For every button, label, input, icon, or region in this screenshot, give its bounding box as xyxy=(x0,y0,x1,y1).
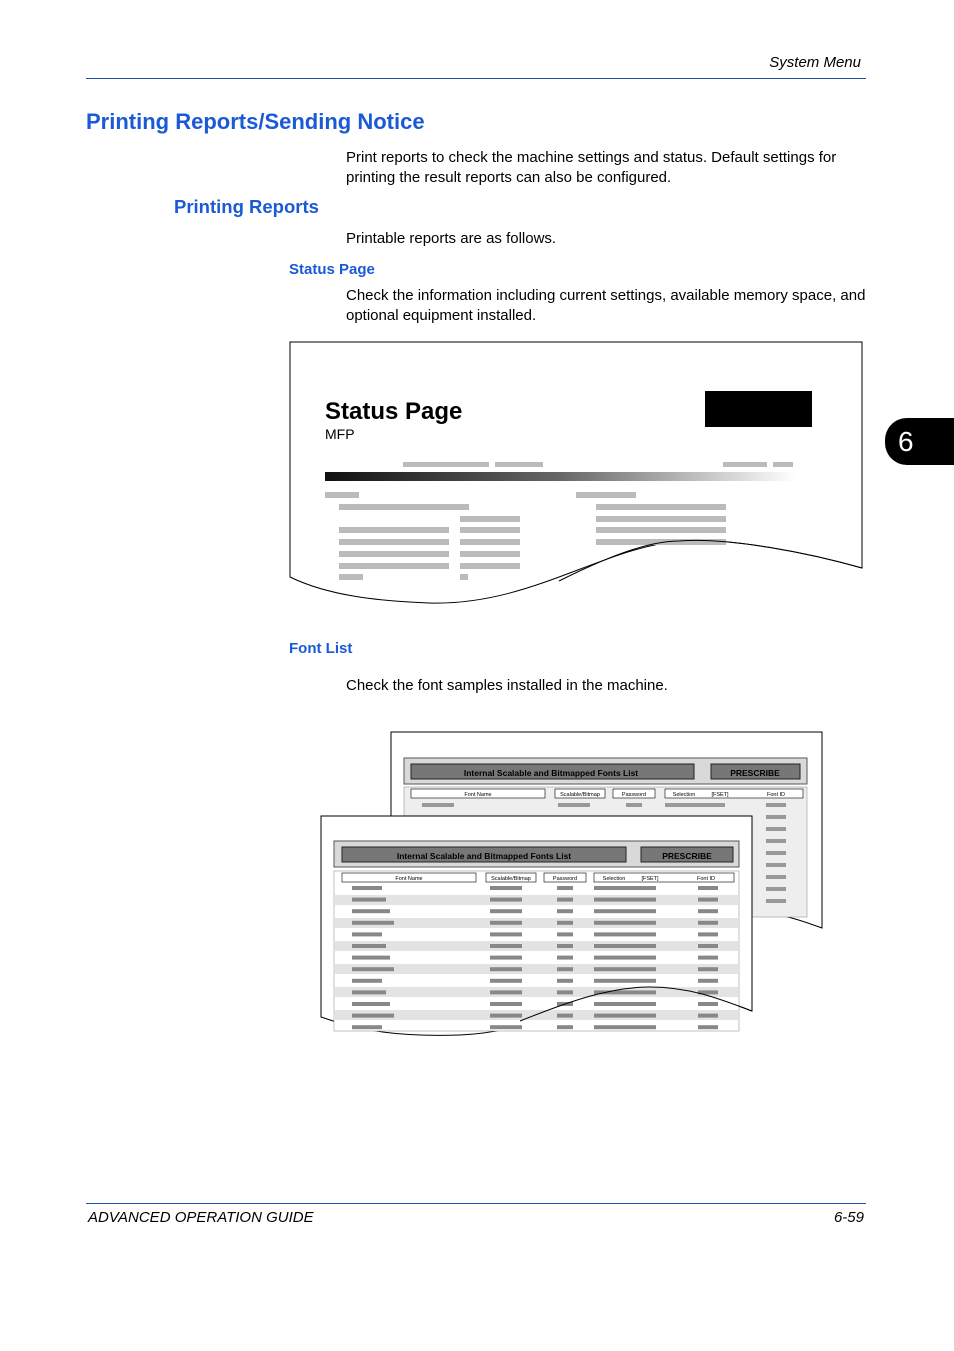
front-col-font-name: Font Name xyxy=(395,876,423,882)
placeholder-bar xyxy=(557,979,573,983)
placeholder-bar xyxy=(557,898,573,902)
placeholder-bar xyxy=(557,932,573,936)
footer-guide-title: ADVANCED OPERATION GUIDE xyxy=(88,1209,314,1226)
placeholder-bar xyxy=(594,979,656,983)
placeholder-bar xyxy=(352,956,390,960)
placeholder-bar xyxy=(698,1025,718,1029)
placeholder-bar xyxy=(352,886,382,890)
placeholder-bar xyxy=(490,921,522,925)
front-col-fset: [FSET] xyxy=(641,876,659,882)
front-col-password: Password xyxy=(552,876,578,882)
placeholder-bar xyxy=(698,967,718,971)
subsection-title: Printing Reports xyxy=(174,196,319,217)
intro-paragraph: Print reports to check the machine settings and status. Default settings for printing the result reports can also be configured. xyxy=(346,149,837,186)
placeholder-bar xyxy=(594,909,656,913)
placeholder-bar xyxy=(352,921,394,925)
placeholder-bar xyxy=(557,967,573,971)
back-banner: Internal Scalable and Bitmapped Fonts List xyxy=(463,768,639,778)
header-section-title: System Menu xyxy=(769,54,861,71)
placeholder-bar xyxy=(594,967,656,971)
back-col-scalable: Scalable/Bitmap xyxy=(560,792,600,798)
placeholder-bar xyxy=(352,967,394,971)
back-col-password: Password xyxy=(621,792,647,798)
placeholder-bar xyxy=(352,1025,382,1029)
placeholder-bar xyxy=(594,956,656,960)
subsection-intro: Printable reports are as follows. xyxy=(346,230,557,247)
placeholder-bar xyxy=(352,990,386,994)
placeholder-bar xyxy=(557,886,573,890)
placeholder-bar xyxy=(557,1014,573,1018)
placeholder-bar xyxy=(594,1002,656,1006)
placeholder-bar xyxy=(490,990,522,994)
status-illustration-title: Status Page xyxy=(325,398,463,425)
placeholder-bar xyxy=(594,1025,656,1029)
chapter-tab[interactable]: 6 xyxy=(885,418,954,465)
logo-block xyxy=(705,391,812,427)
placeholder-bar xyxy=(352,1002,390,1006)
font-list-description: Check the font samples installed in the machine. xyxy=(346,677,668,694)
back-col-fset: [FSET] xyxy=(711,792,729,798)
status-illustration-subtitle: MFP xyxy=(325,426,355,442)
placeholder-bar xyxy=(698,1002,718,1006)
placeholder-bar xyxy=(490,979,522,983)
placeholder-bar xyxy=(698,979,718,983)
placeholder-bar xyxy=(490,967,522,971)
placeholder-bar xyxy=(557,921,573,925)
placeholder-bar xyxy=(490,1002,522,1006)
placeholder-bar xyxy=(698,944,718,948)
placeholder-bar xyxy=(490,932,522,936)
placeholder-bar xyxy=(698,932,718,936)
placeholder-bar xyxy=(490,944,522,948)
placeholder-bar xyxy=(594,944,656,948)
placeholder-bar xyxy=(698,1014,718,1018)
placeholder-bar xyxy=(490,1025,522,1029)
placeholder-bar xyxy=(352,909,390,913)
placeholder-bar xyxy=(698,921,718,925)
status-page-illustration xyxy=(289,341,865,606)
placeholder-bar xyxy=(557,944,573,948)
font-list-heading: Font List xyxy=(289,640,353,657)
placeholder-bar xyxy=(490,886,522,890)
placeholder-bar xyxy=(698,898,718,902)
placeholder-bar xyxy=(352,944,386,948)
front-badge: PRESCRIBE xyxy=(662,851,712,861)
placeholder-bar xyxy=(352,1014,394,1018)
footer-rule xyxy=(86,1203,866,1204)
placeholder-bar xyxy=(594,921,656,925)
front-banner: Internal Scalable and Bitmapped Fonts List xyxy=(396,851,572,861)
placeholder-bar xyxy=(557,990,573,994)
placeholder-bar xyxy=(594,932,656,936)
back-col-font-name: Font Name xyxy=(464,792,492,798)
placeholder-bar xyxy=(594,898,656,902)
status-page-description: Check the information including current settings, available memory space, and optional equipment installed. xyxy=(346,287,866,324)
front-col-scalable: Scalable/Bitmap xyxy=(491,876,531,882)
font-list-illustration xyxy=(320,731,825,1041)
header-rule xyxy=(86,78,866,79)
placeholder-bar xyxy=(557,1025,573,1029)
placeholder-bar xyxy=(352,898,386,902)
placeholder-bar xyxy=(698,956,718,960)
placeholder-bar xyxy=(594,1014,656,1018)
placeholder-bar xyxy=(352,979,382,983)
placeholder-bar xyxy=(557,909,573,913)
placeholder-bar xyxy=(698,909,718,913)
back-col-selection: Selection xyxy=(672,792,696,798)
back-col-font-id: Font ID xyxy=(766,792,786,798)
placeholder-bar xyxy=(490,909,522,913)
front-col-selection: Selection xyxy=(602,876,626,882)
placeholder-bar xyxy=(594,886,656,890)
placeholder-bar xyxy=(352,932,382,936)
footer-page-number: 6-59 xyxy=(833,1209,864,1226)
placeholder-bar xyxy=(490,1014,522,1018)
page-title: Printing Reports/Sending Notice xyxy=(86,109,425,134)
back-badge: PRESCRIBE xyxy=(730,768,780,778)
status-page-heading: Status Page xyxy=(289,261,375,278)
front-col-font-id: Font ID xyxy=(696,876,716,882)
gradient-bar xyxy=(325,472,795,481)
placeholder-bar xyxy=(557,956,573,960)
placeholder-bar xyxy=(490,956,522,960)
placeholder-bar xyxy=(698,886,718,890)
placeholder-bar xyxy=(490,898,522,902)
